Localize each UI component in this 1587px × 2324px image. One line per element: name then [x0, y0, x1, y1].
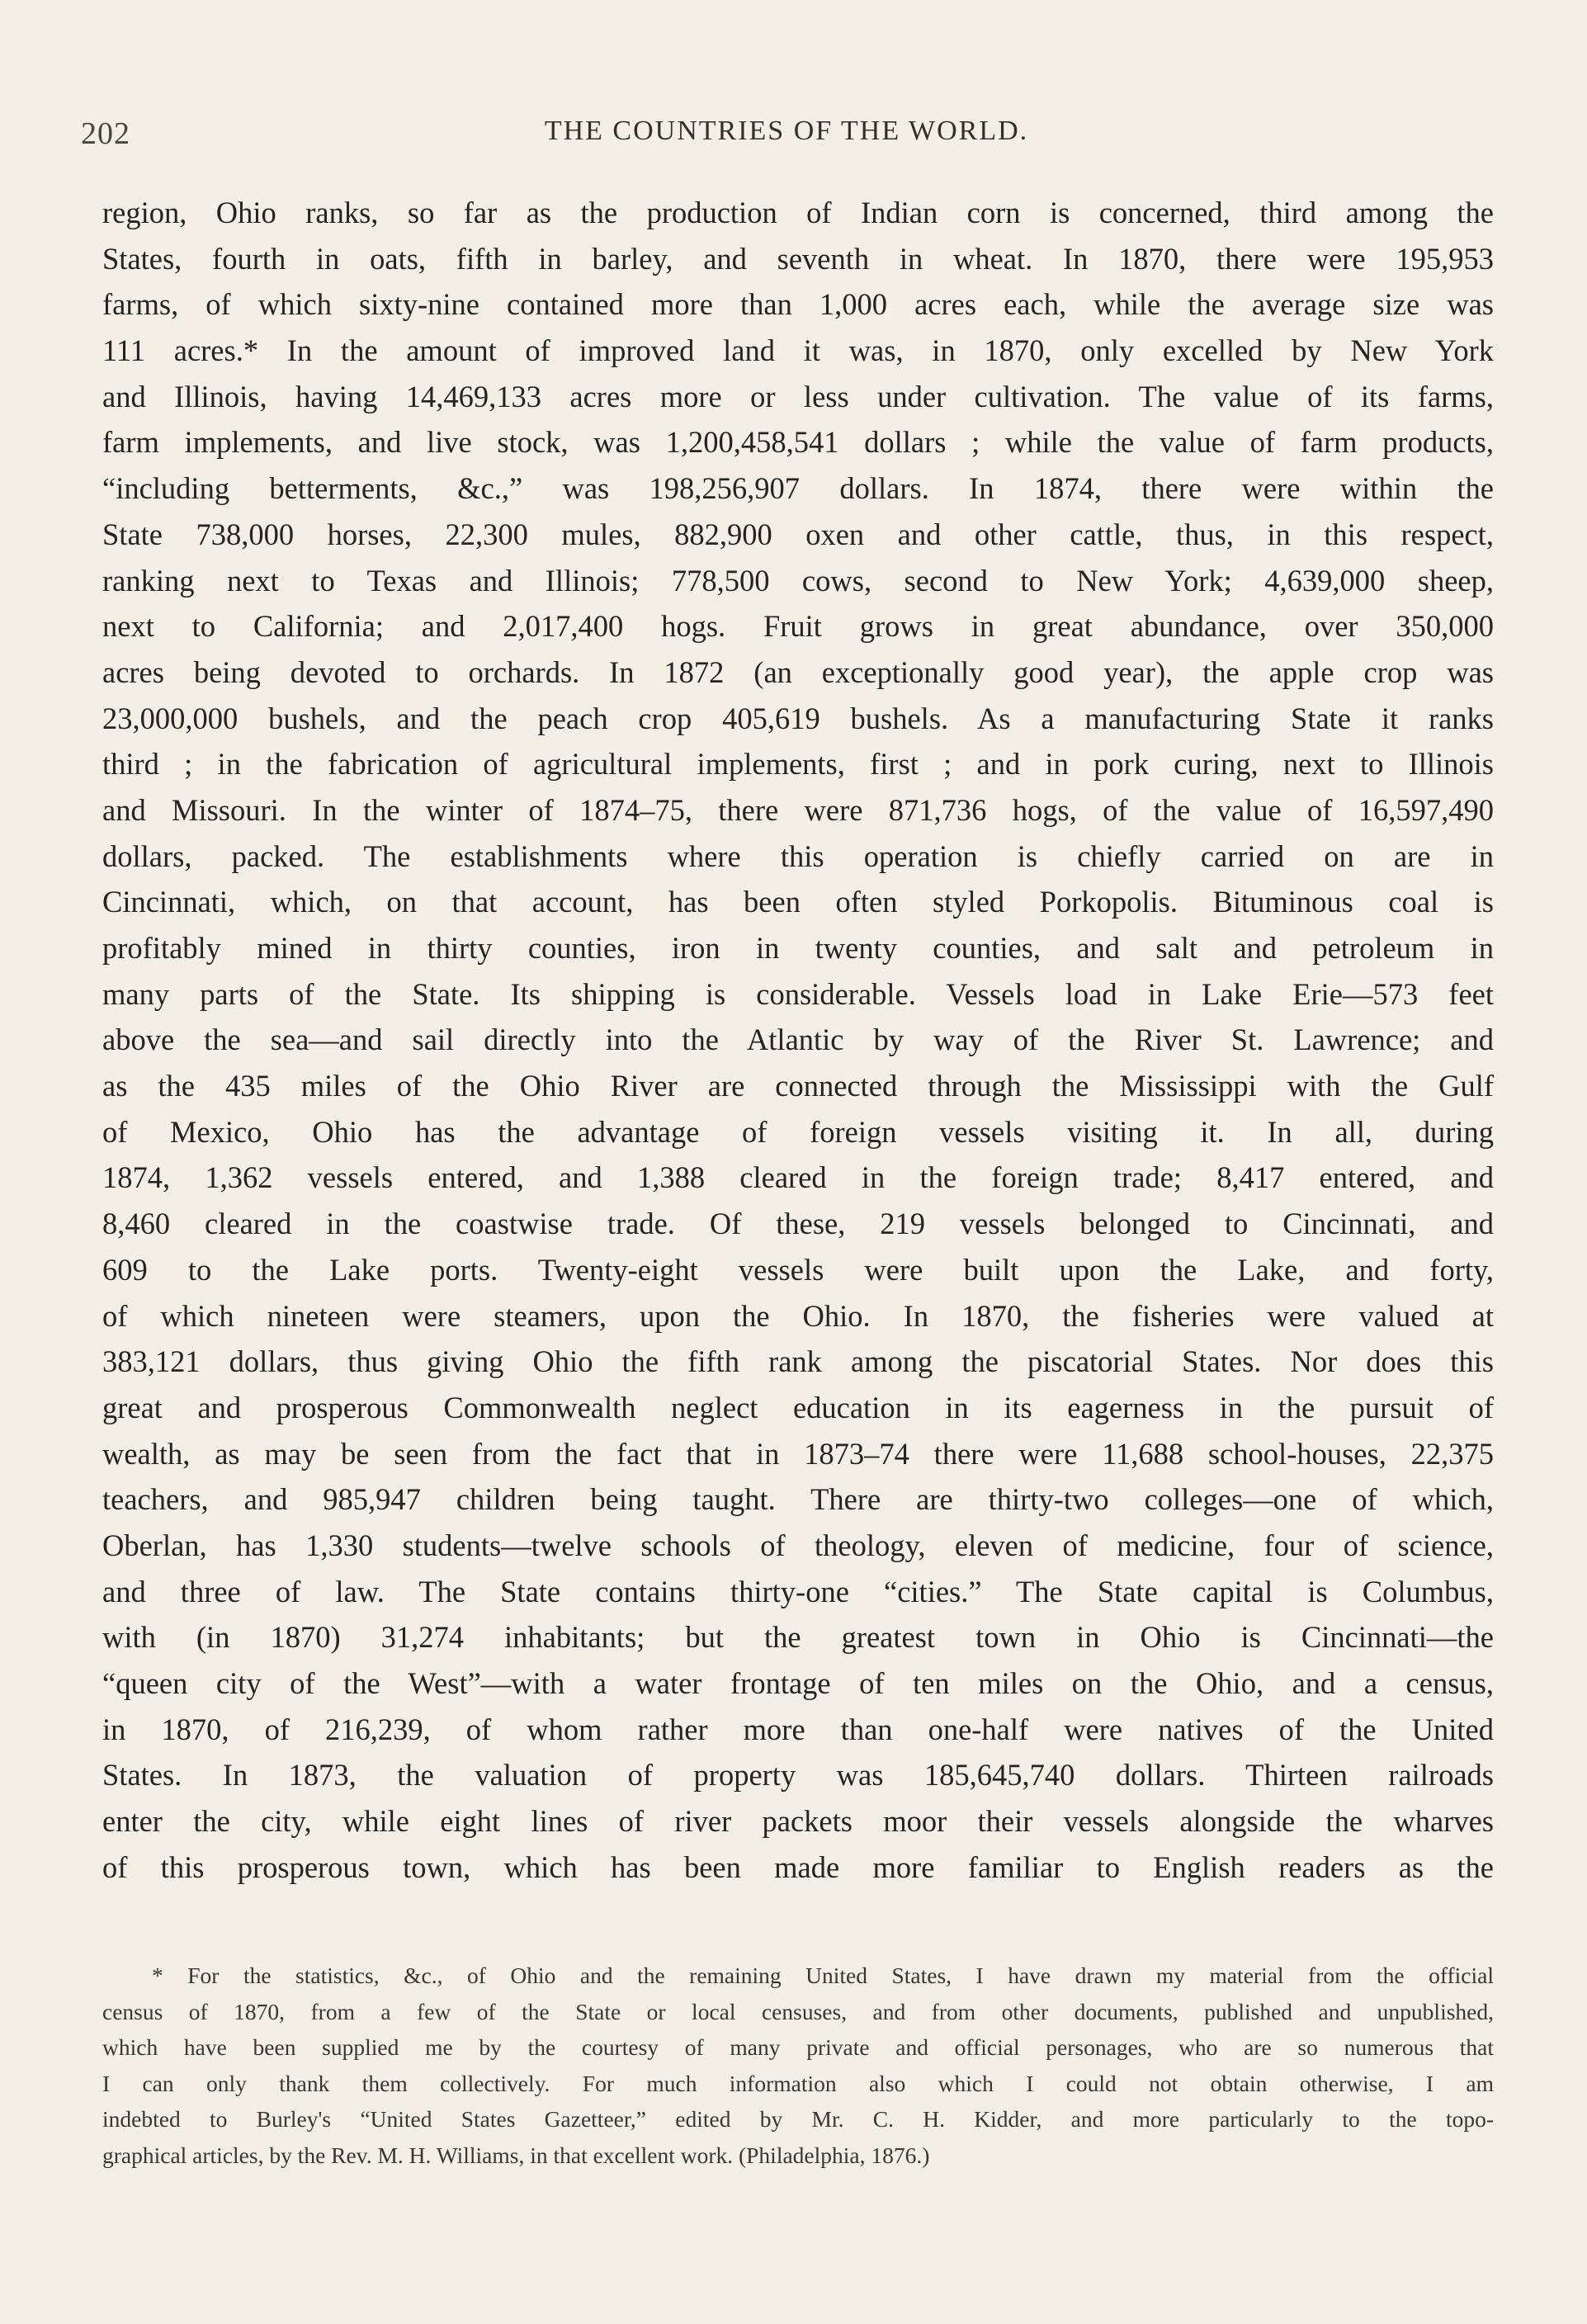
footnote-line: indebted to Burley's “United States Gazetteer,” edited by Mr. C. H. Kidder, and more particularly to the topo- [102, 2106, 1494, 2132]
body-line: State 738,000 horses, 22,300 mules, 882,900 oxen and other cattle, thus, in this respect, [102, 517, 1494, 551]
body-line: next to California; and 2,017,400 hogs. Fruit grows in great abundance, over 350,000 [102, 609, 1494, 644]
body-line: and Illinois, having 14,469,133 acres more or less under cultivation. The value of its farms, [102, 379, 1494, 413]
body-line: Cincinnati, which, on that account, has been often styled Porkopolis. Bituminous coal is [102, 885, 1494, 919]
body-line: 111 acres.* In the amount of improved land it was, in 1870, only excelled by New York [102, 333, 1494, 368]
body-line: of Mexico, Ohio has the advantage of foreign vessels visiting it. In all, during [102, 1114, 1494, 1149]
body-line: profitably mined in thirty counties, iron in twenty counties, and salt and petroleum in [102, 931, 1494, 965]
body-line: States, fourth in oats, fifth in barley, and seventh in wheat. In 1870, there were 195,953 [102, 241, 1494, 276]
body-line: enter the city, while eight lines of river packets moor their vessels alongside the wharves [102, 1804, 1494, 1839]
footnote-line: * For the statistics, &c., of Ohio and the remaining United States, I have drawn my material from the official [152, 1963, 1494, 1988]
body-line: States. In 1873, the valuation of property was 185,645,740 dollars. Thirteen railroads [102, 1758, 1494, 1793]
footnote-line: census of 1870, from a few of the State or local censuses, and from other documents, published and unpublished, [102, 1998, 1494, 2024]
body-line: 8,460 cleared in the coastwise trade. Of these, 219 vessels belonged to Cincinnati, and [102, 1207, 1494, 1241]
body-line: 1874, 1,362 vessels entered, and 1,388 cleared in the foreign trade; 8,417 entered, and [102, 1160, 1494, 1195]
body-line: farms, of which sixty-nine contained more than 1,000 acres each, while the average size was [102, 287, 1494, 322]
footnote-line: which have been supplied me by the courtesy of many private and official personages, who are so numerous that [102, 2034, 1494, 2060]
footnote [102, 1958, 1494, 2173]
body-line: teachers, and 985,947 children being taught. There are thirty-two colleges—one of which, [102, 1482, 1494, 1517]
body-line: above the sea—and sail directly into the Atlantic by way of the River St. Lawrence; and [102, 1023, 1494, 1057]
body-line: region, Ohio ranks, so far as the production of Indian corn is concerned, third among the [102, 196, 1494, 229]
body-line: 383,121 dollars, thus giving Ohio the fifth rank among the piscatorial States. Nor does this [102, 1344, 1494, 1379]
body-line: as the 435 miles of the Ohio River are connected through the Mississippi with the Gulf [102, 1069, 1494, 1103]
body-line: “including betterments, &c.,” was 198,256,907 dollars. In 1874, there were within the [102, 471, 1494, 506]
body-text [102, 190, 1494, 1890]
body-line: 23,000,000 bushels, and the peach crop 405,619 bushels. As a manufacturing State it ranks [102, 701, 1494, 735]
body-line: farm implements, and live stock, was 1,200,458,541 dollars ; while the value of farm products, [102, 425, 1494, 460]
body-line: Oberlan, has 1,330 students—twelve schools of theology, eleven of medicine, four of science, [102, 1528, 1494, 1562]
body-line: dollars, packed. The establishments where this operation is chiefly carried on are in [102, 838, 1494, 873]
footnote-line: graphical articles, by the Rev. M. H. Williams, in that excellent work. (Philadelphia, 1876.) [102, 2142, 930, 2168]
body-line: great and prosperous Commonwealth neglect education in its eagerness in the pursuit of [102, 1390, 1494, 1424]
body-line: third ; in the fabrication of agricultural implements, first ; and in pork curing, next to Illinois [102, 747, 1494, 782]
body-line: in 1870, of 216,239, of whom rather more than one-half were natives of the United [102, 1712, 1494, 1746]
footnote-line: I can only thank them collectively. For much information also which I could not obtain otherwise, I am [102, 2070, 1494, 2096]
body-line: ranking next to Texas and Illinois; 778,500 cows, second to New York; 4,639,000 sheep, [102, 563, 1494, 598]
body-line: “queen city of the West”—with a water frontage of ten miles on the Ohio, and a census, [102, 1666, 1494, 1700]
body-line: and three of law. The State contains thirty-one “cities.” The State capital is Columbus, [102, 1574, 1494, 1608]
body-line: of which nineteen were steamers, upon the Ohio. In 1870, the fisheries were valued at [102, 1298, 1494, 1333]
body-line: of this prosperous town, which has been made more familiar to English readers as the [102, 1849, 1494, 1884]
body-line: wealth, as may be seen from the fact that in 1873–74 there were 11,688 school-houses, 22,375 [102, 1436, 1494, 1471]
page-header [81, 116, 1492, 165]
body-line: with (in 1870) 31,274 inhabitants; but the greatest town in Ohio is Cincinnati—the [102, 1620, 1494, 1655]
body-line: and Missouri. In the winter of 1874–75, there were 871,736 hogs, of the value of 16,597,490 [102, 792, 1494, 827]
body-line: 609 to the Lake ports. Twenty-eight vessels were built upon the Lake, and forty, [102, 1252, 1494, 1287]
body-line: many parts of the State. Its shipping is considerable. Vessels load in Lake Erie—573 feet [102, 976, 1494, 1011]
page-number: 202 [81, 116, 130, 151]
running-title: THE COUNTRIES OF THE WORLD. [544, 116, 1029, 146]
body-line: acres being devoted to orchards. In 1872 (an exceptionally good year), the apple crop was [102, 654, 1494, 689]
